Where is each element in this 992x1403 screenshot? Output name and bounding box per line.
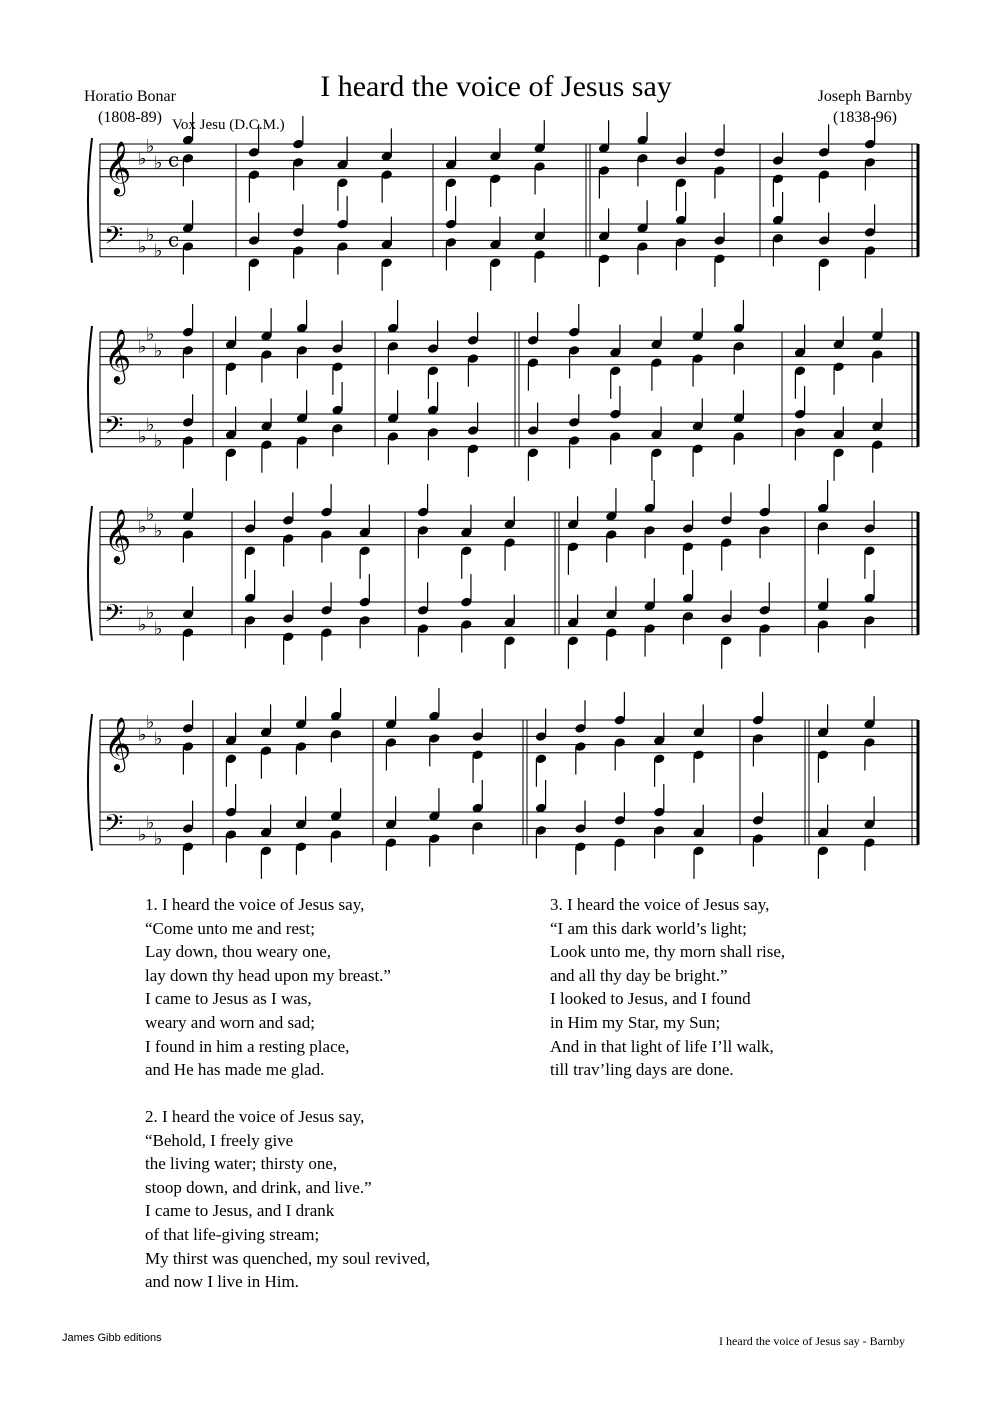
flat-icon: ♭ <box>146 136 155 158</box>
verse-line: of that life-giving stream; <box>145 1224 320 1244</box>
verse-line: 3. I heard the voice of Jesus say, <box>550 895 770 914</box>
verse-line: I found in him a resting place, <box>145 1036 350 1056</box>
bass-clef-icon: 𝄢 <box>104 221 124 257</box>
verse-line: “I am this dark world’s light; <box>550 918 747 938</box>
composer-name: Joseph Barnby <box>817 88 913 105</box>
flat-icon: ♭ <box>138 236 147 258</box>
flat-icon: ♭ <box>154 340 163 362</box>
bass-clef-icon: 𝄢 <box>104 599 124 635</box>
verse-line: My thirst was quenched, my soul revived, <box>145 1248 431 1268</box>
verse-line: I looked to Jesus, and I found <box>550 989 751 1009</box>
verse-line: “Behold, I freely give <box>145 1130 294 1150</box>
flat-icon: ♭ <box>138 824 147 846</box>
verse-line: “Come unto me and rest; <box>145 918 315 938</box>
system-brace <box>88 138 92 263</box>
verse-line: in Him my Star, my Sun; <box>550 1012 721 1032</box>
flat-icon: ♭ <box>138 614 147 636</box>
verse-line: Lay down, thou weary one, <box>145 942 332 962</box>
flat-icon: ♭ <box>154 152 163 174</box>
treble-clef-icon: 𝄞 <box>104 715 132 770</box>
verse-line: I came to Jesus, and I drank <box>145 1201 335 1221</box>
verse-line: till trav’ling days are done. <box>550 1060 734 1080</box>
treble-clef-icon: 𝄞 <box>104 139 132 194</box>
flat-icon: ♭ <box>146 812 155 834</box>
verse-1 <box>145 893 391 1082</box>
flat-icon: ♭ <box>154 240 163 262</box>
verse-line: the living water; thirsty one, <box>145 1154 338 1174</box>
lyricist-name: Horatio Bonar <box>84 88 176 105</box>
flat-icon: ♭ <box>146 224 155 246</box>
time-signature: c <box>168 227 180 252</box>
verse-line: and all thy day be bright.” <box>550 965 728 985</box>
bass-clef-icon: 𝄢 <box>104 411 124 447</box>
flat-icon: ♭ <box>154 430 163 452</box>
bass-clef-icon: 𝄢 <box>104 809 124 845</box>
system-brace <box>88 326 92 453</box>
verse-line: lay down thy head upon my breast.” <box>145 965 391 985</box>
verse-line: Look unto me, thy morn shall rise, <box>550 942 786 962</box>
flat-icon: ♭ <box>138 336 147 358</box>
verse-3 <box>550 893 785 1082</box>
flat-icon: ♭ <box>146 504 155 526</box>
flat-icon: ♭ <box>154 828 163 850</box>
flat-icon: ♭ <box>146 414 155 436</box>
verse-line: I came to Jesus as I was, <box>145 989 312 1009</box>
verse-line: stoop down, and drink, and live.” <box>145 1177 372 1197</box>
verse-line: 2. I heard the voice of Jesus say, <box>145 1107 365 1126</box>
verse-2 <box>145 1105 430 1294</box>
treble-clef-icon: 𝄞 <box>104 327 132 382</box>
verse-line: weary and worn and sad; <box>145 1012 315 1032</box>
flat-icon: ♭ <box>154 728 163 750</box>
flat-icon: ♭ <box>146 602 155 624</box>
publisher-footer: James Gibb editions <box>62 1332 162 1344</box>
flat-icon: ♭ <box>138 148 147 170</box>
time-signature: c <box>168 147 180 172</box>
flat-icon: ♭ <box>138 516 147 538</box>
page-title: I heard the voice of Jesus say <box>320 70 672 103</box>
system-brace <box>88 714 92 851</box>
system-brace <box>88 506 92 641</box>
tune-name: Vox Jesu (D.C.M.) <box>172 117 285 133</box>
lyricist-dates: (1808-89) <box>98 109 162 126</box>
treble-clef-icon: 𝄞 <box>104 507 132 562</box>
verse-line: 1. I heard the voice of Jesus say, <box>145 895 365 914</box>
page-label-footer: I heard the voice of Jesus say - Barnby <box>719 1334 905 1348</box>
verse-line: and now I live in Him. <box>145 1272 299 1292</box>
flat-icon: ♭ <box>154 520 163 542</box>
verse-line: and He has made me glad. <box>145 1060 325 1080</box>
flat-icon: ♭ <box>138 426 147 448</box>
composer-dates: (1838-96) <box>833 109 897 126</box>
flat-icon: ♭ <box>146 712 155 734</box>
flat-icon: ♭ <box>146 324 155 346</box>
flat-icon: ♭ <box>138 724 147 746</box>
verse-line: And in that light of life I’ll walk, <box>550 1036 774 1056</box>
flat-icon: ♭ <box>154 618 163 640</box>
